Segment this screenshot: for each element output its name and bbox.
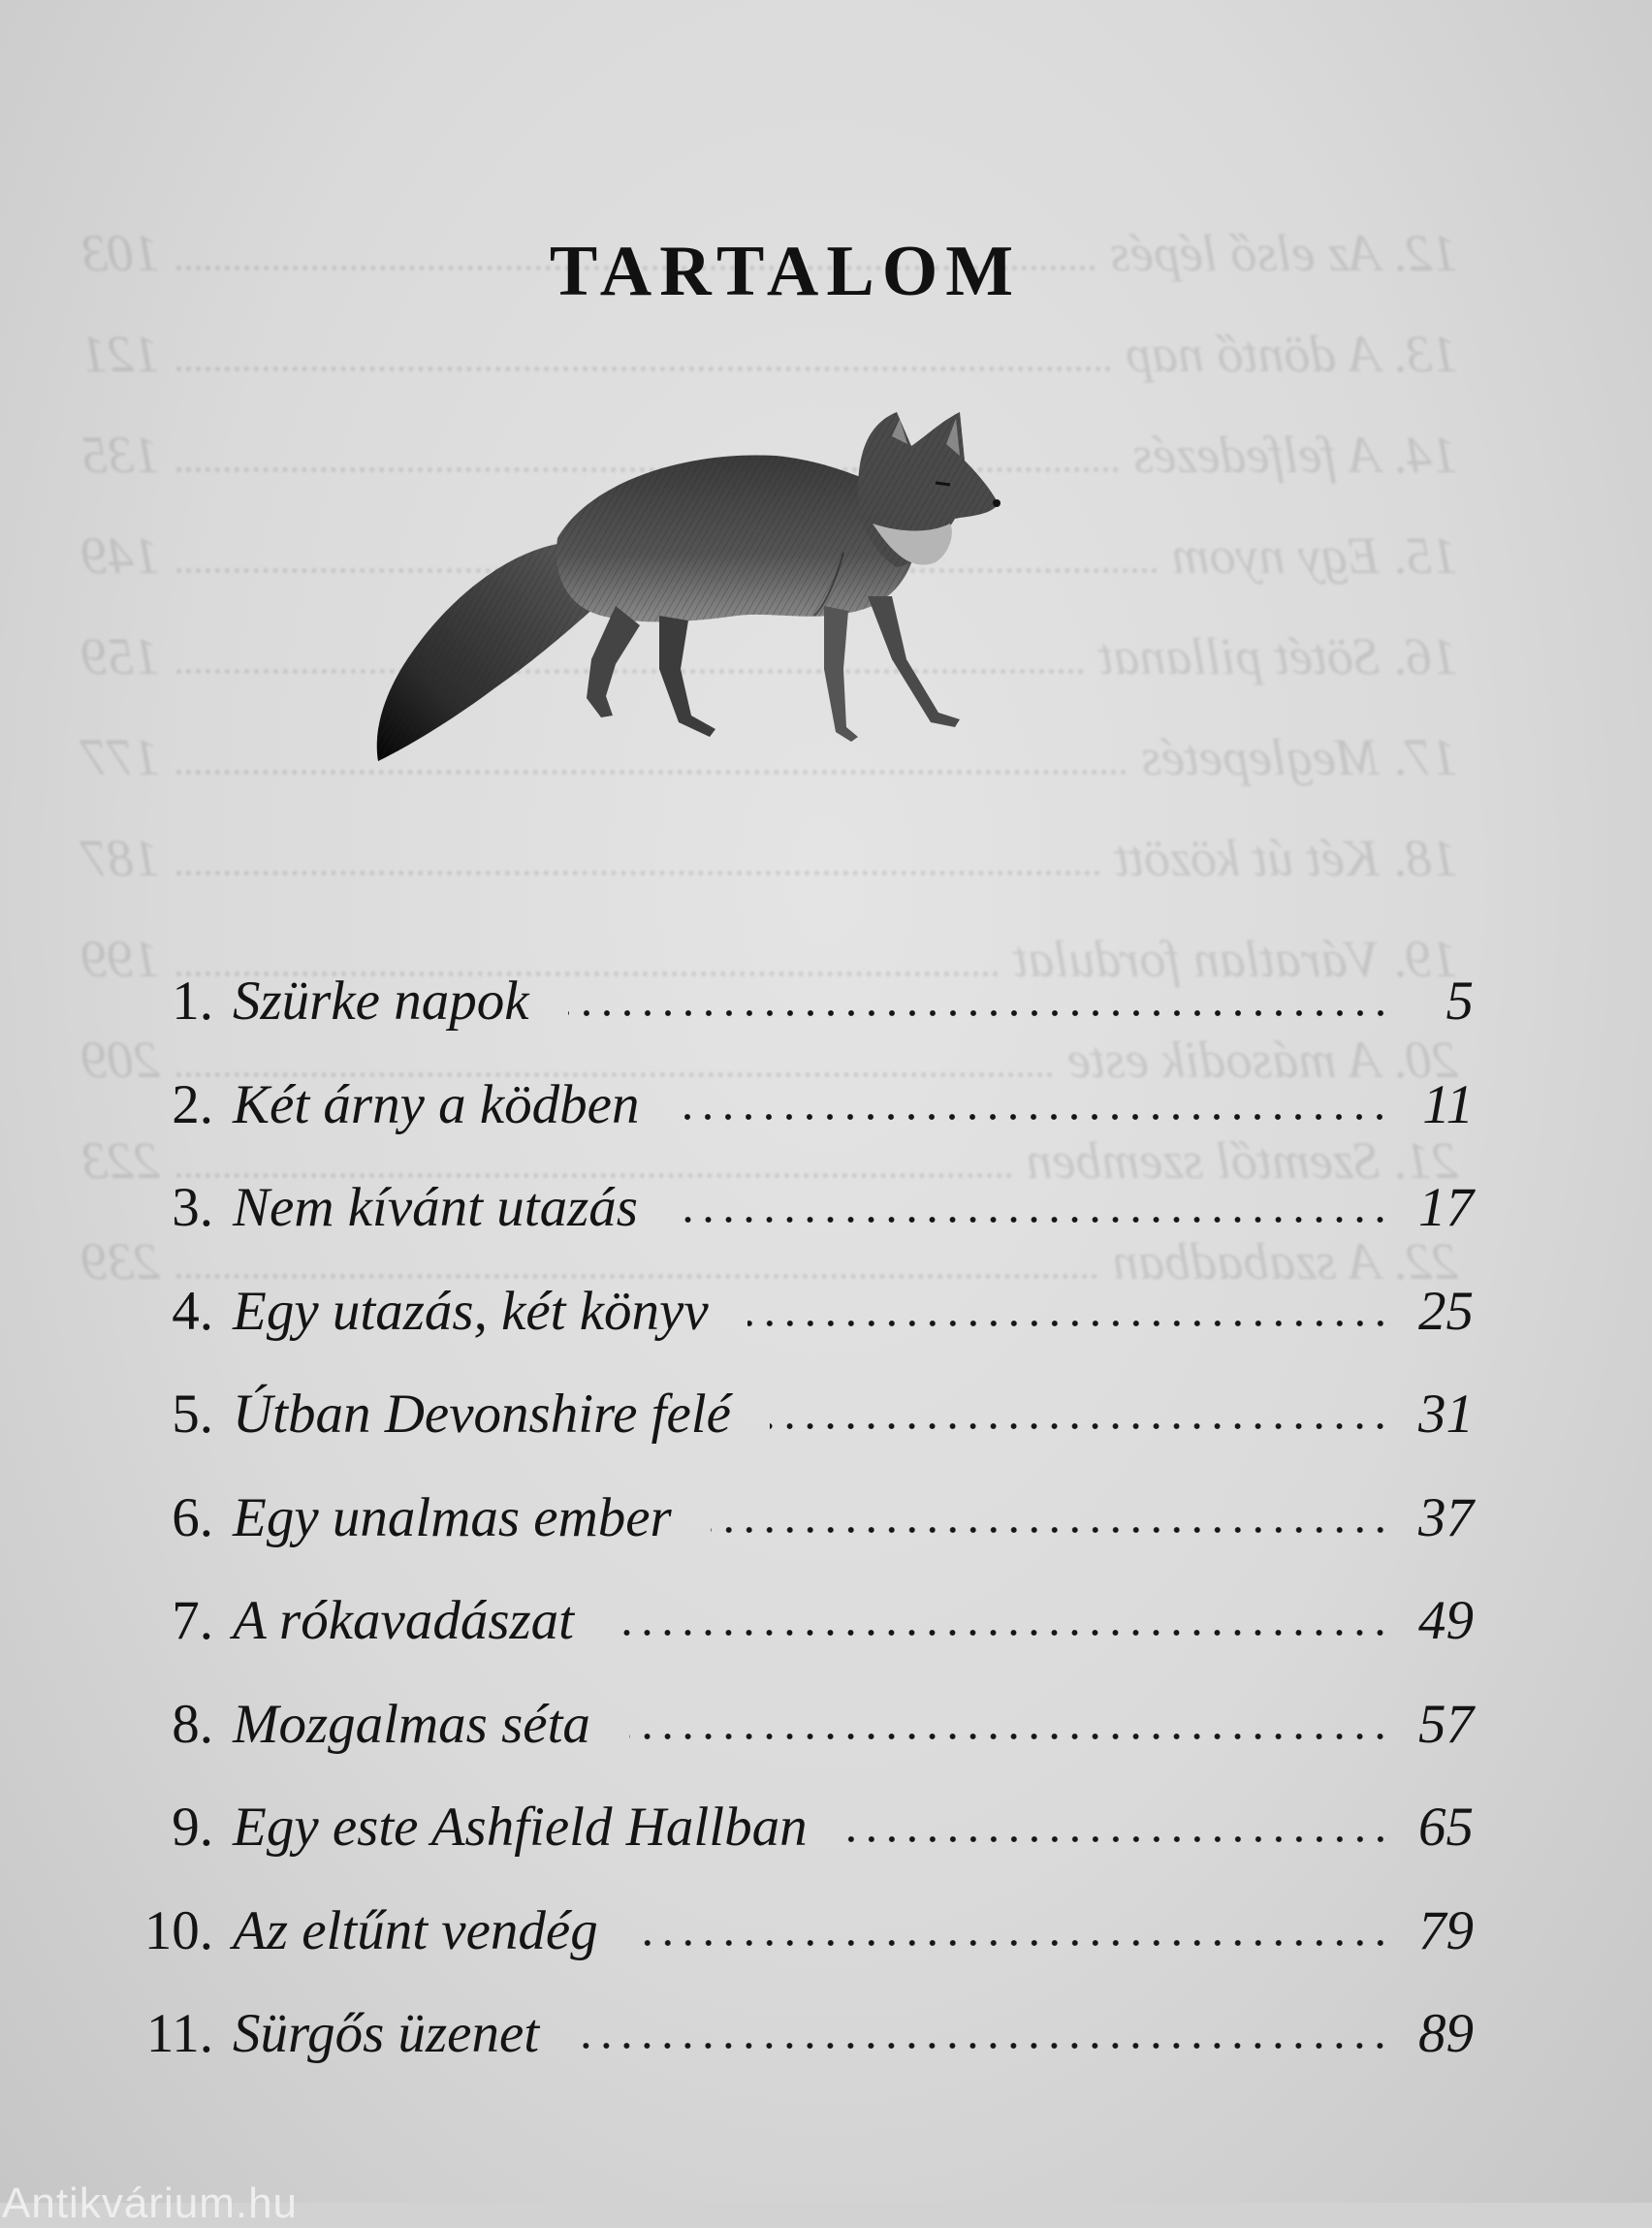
- chapter-title: Egy unalmas ember: [233, 1486, 672, 1548]
- chapter-number: 7.: [172, 1590, 213, 1651]
- chapter-number: 2.: [172, 1073, 213, 1135]
- toc-entry: [107, 1073, 1474, 1177]
- leader-dots: [747, 1318, 1390, 1329]
- chapter-title: Két árny a ködben: [233, 1073, 640, 1135]
- chapter-title: Egy este Ashfield Hallban: [233, 1797, 808, 1858]
- page-number: 89: [1418, 2003, 1474, 2064]
- chapter-title: Nem kívánt utazás: [233, 1177, 638, 1238]
- page-number: 37: [1418, 1486, 1474, 1548]
- chapter-number: 4.: [172, 1280, 213, 1342]
- toc-entry: [107, 1796, 1474, 1899]
- toc-entry: [107, 2002, 1474, 2106]
- chapter-number: 3.: [172, 1177, 213, 1238]
- leader-dots: [578, 2040, 1390, 2052]
- toc-entry: [107, 1383, 1474, 1486]
- table-of-contents: [107, 970, 1474, 2106]
- chapter-title: A rókavadászat: [233, 1590, 575, 1651]
- chapter-title: Mozgalmas séta: [233, 1693, 590, 1755]
- page-number: 11: [1422, 1073, 1474, 1135]
- page-number: 17: [1418, 1177, 1474, 1238]
- page-number: 31: [1418, 1384, 1474, 1445]
- chapter-title: Útban Devonshire felé: [233, 1384, 731, 1445]
- leader-dots: [846, 1833, 1390, 1845]
- chapter-title: Sürgős üzenet: [233, 2003, 540, 2064]
- toc-entry: [107, 1486, 1474, 1590]
- fox-illustration: [368, 407, 1105, 814]
- chapter-number: 5.: [172, 1384, 213, 1445]
- page-number: 49: [1418, 1590, 1474, 1651]
- page-number: 57: [1418, 1693, 1474, 1755]
- toc-entry: [107, 1176, 1474, 1280]
- toc-entry: [107, 1280, 1474, 1384]
- leader-dots: [613, 1627, 1390, 1639]
- page-number: 5: [1446, 971, 1474, 1032]
- toc-entry: [107, 970, 1474, 1073]
- bleed-through-text: 12. Az első lépés 103 13. A döntő nap 121 14. A felfedezés 135 15. Egy nyom 149 16. Sötét pillanat 159 17. Meglepetés 177 18. Két út között 187 19. Váratlan fordulat 199 20. A második este 209 21. Szemtől szemben 223 22. A szabadban 239: [81, 224, 1458, 1290]
- leader-dots: [678, 1111, 1390, 1123]
- leader-dots: [677, 1214, 1390, 1225]
- leader-dots: [637, 1937, 1390, 1949]
- chapter-title: Az eltűnt vendég: [233, 1899, 598, 1961]
- page-title: TARTALOM: [549, 232, 1022, 311]
- chapter-number: 6.: [172, 1486, 213, 1548]
- chapter-number: 9.: [172, 1797, 213, 1858]
- page-number: 25: [1418, 1280, 1474, 1342]
- leader-dots: [711, 1524, 1390, 1536]
- toc-entry: [107, 1899, 1474, 2003]
- chapter-number: 11.: [145, 2003, 213, 2064]
- chapter-number: 1.: [172, 971, 213, 1032]
- toc-entry: [107, 1693, 1474, 1797]
- page-number: 79: [1418, 1899, 1474, 1961]
- toc-entry: [107, 1589, 1474, 1693]
- chapter-number: 8.: [172, 1693, 213, 1755]
- leader-dots: [629, 1731, 1390, 1742]
- leader-dots: [770, 1420, 1390, 1432]
- leader-dots: [568, 1007, 1390, 1019]
- chapter-title: Szürke napok: [233, 971, 529, 1032]
- chapter-title: Egy utazás, két könyv: [233, 1280, 709, 1342]
- chapter-number: 10.: [143, 1899, 213, 1961]
- watermark: Antikvárium.hu: [2, 2180, 299, 2227]
- page-number: 65: [1418, 1797, 1474, 1858]
